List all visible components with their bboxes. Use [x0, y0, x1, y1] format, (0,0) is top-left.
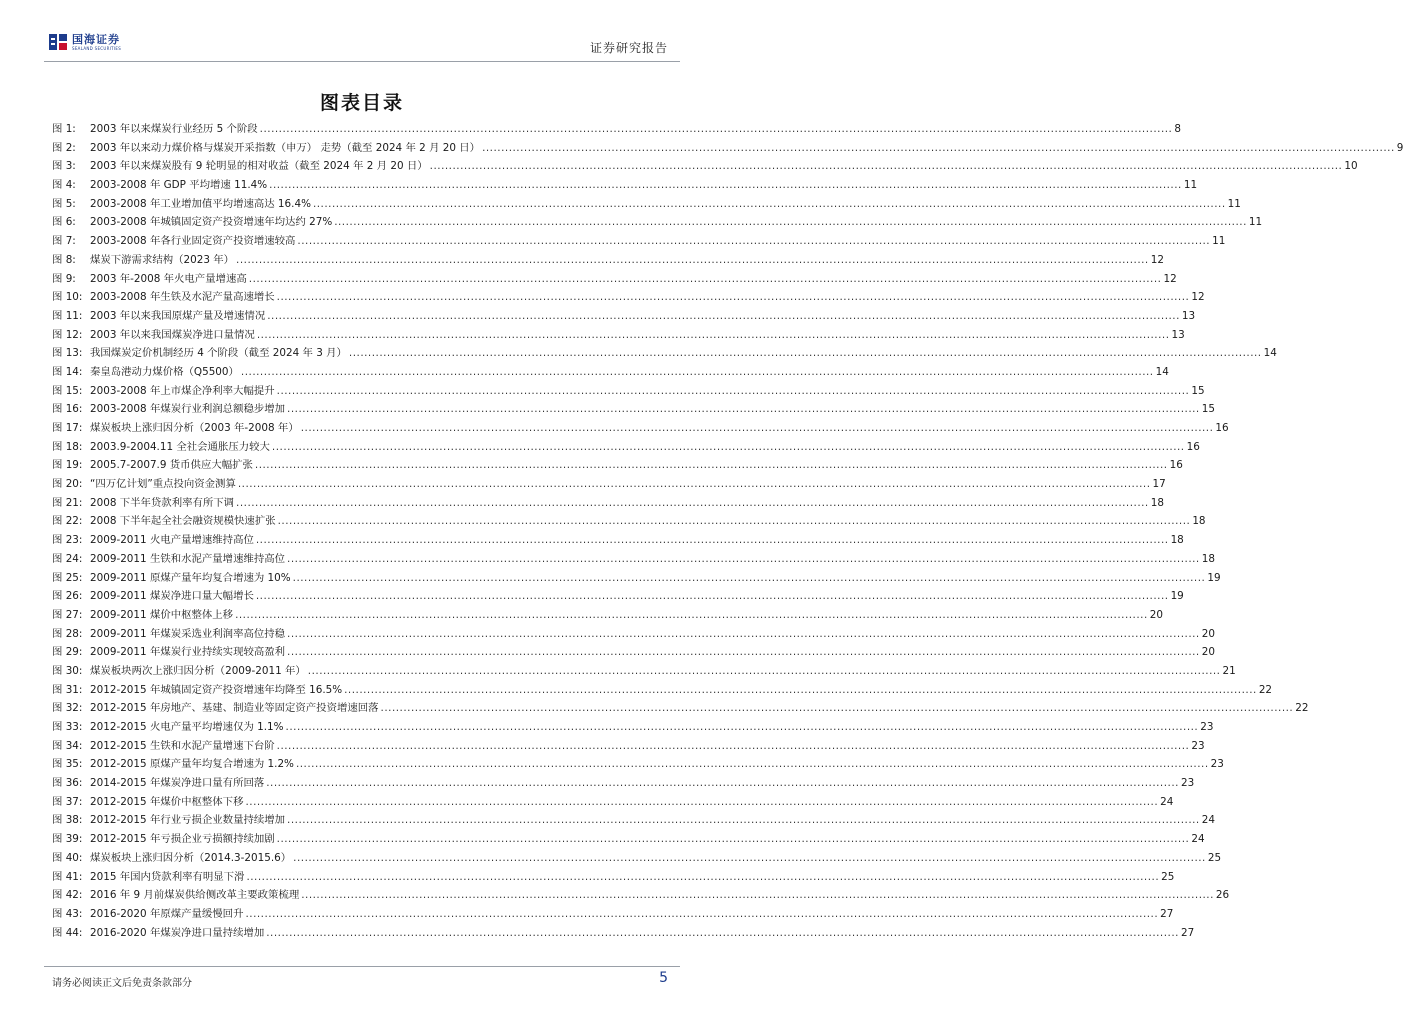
toc-entry-page: 26: [1215, 889, 1230, 902]
toc-entry-title: 2009-2011 火电产量增速维持高位: [90, 534, 254, 547]
footer-disclaimer: 请务必阅读正文后免责条款部分: [52, 978, 192, 989]
toc-dot-leader: [260, 120, 1173, 139]
toc-dot-leader: [269, 176, 1182, 195]
toc-dot-leader: [301, 886, 1214, 905]
toc-entry-title: 2009-2011 生铁和水泥产量增速维持高位: [90, 552, 286, 565]
toc-entry-title: 2003 年以来我国煤炭净进口量情况: [90, 328, 255, 341]
toc-entry-label: 图 35:: [52, 758, 83, 771]
toc-entry-page: 16: [1169, 459, 1183, 472]
toc-entry-title: “四万亿计划”重点投向资金测算: [90, 478, 236, 491]
toc-entry-title: 煤炭板块上涨归因分析（2003 年-2008 年）: [90, 422, 299, 434]
page-number: 5: [659, 970, 668, 986]
toc-entry-label: 图 34:: [52, 739, 83, 752]
toc-entry-label: 图 43:: [52, 907, 83, 920]
toc-entry-label: 图 17:: [52, 422, 83, 434]
toc-entry[interactable]: [52, 811, 1215, 830]
toc-entry-label: 图 36:: [52, 777, 83, 790]
toc-entry-label: 图 30:: [52, 664, 83, 677]
toc-entry-page: 9: [1396, 141, 1403, 154]
toc-entry-title: 2003-2008 年生铁及水泥产量高速增长: [90, 291, 275, 304]
toc-entry-page: 24: [1160, 795, 1174, 808]
toc-entry-label: 图 16:: [52, 403, 83, 416]
toc-dot-leader: [245, 905, 1158, 924]
toc-entry-label: 图 2:: [52, 141, 76, 154]
report-type: 证券研究报告: [589, 41, 668, 55]
toc-entry-title: 2003.9-2004.11 全社会通胀压力较大: [90, 440, 270, 453]
toc-entry[interactable]: [52, 531, 1184, 550]
toc-entry-label: 图 29:: [52, 646, 83, 659]
toc-entry[interactable]: [52, 625, 1215, 644]
toc-dot-leader: [255, 456, 1168, 475]
toc-entry[interactable]: [52, 569, 1221, 588]
toc-dot-leader: [272, 438, 1185, 457]
toc-entry-page: 19: [1207, 571, 1221, 584]
toc-entry-label: 图 39:: [52, 833, 83, 846]
toc-entry[interactable]: [52, 232, 1226, 251]
toc-entry-page: 21: [1222, 664, 1236, 677]
toc-entry[interactable]: [52, 438, 1200, 457]
toc-entry-title: 2003 年以来煤炭行业经历 5 个阶段: [90, 123, 258, 135]
toc-entry-page: 20: [1201, 646, 1215, 659]
toc-entry-page: 15: [1201, 403, 1215, 416]
toc-entry-page: 18: [1201, 552, 1215, 565]
toc-entry-label: 图 22:: [52, 515, 83, 528]
toc-entry-title: 秦皇岛港动力煤价格（Q5500）: [90, 365, 239, 378]
toc-entry-page: 24: [1201, 814, 1215, 827]
company-logo: [48, 30, 121, 54]
toc-entry-page: 18: [1170, 534, 1184, 547]
toc-entry-page: 22: [1295, 702, 1309, 715]
toc-entry-label: 图 32:: [52, 702, 83, 715]
toc-entry-label: 图 38:: [52, 814, 83, 827]
toc-entry-page: 8: [1174, 123, 1181, 135]
toc-dot-leader: [287, 811, 1200, 830]
toc-entry[interactable]: [52, 755, 1224, 774]
toc-entry-title: 2012-2015 年城镇固定资产投资增速年均降至 16.5%: [90, 683, 343, 696]
logo-name-en: SEALAND SECURITIES: [72, 45, 122, 51]
toc-entry-page: 15: [1191, 384, 1205, 397]
toc-dot-leader: [236, 251, 1149, 270]
toc-entry-title: 2003 年-2008 年火电产量增速高: [90, 272, 247, 285]
toc-entry[interactable]: [52, 550, 1215, 569]
toc-entry-page: 12: [1191, 291, 1205, 304]
toc-entry[interactable]: [52, 157, 1358, 176]
toc-entry-label: 图 26:: [52, 590, 83, 603]
toc-entry[interactable]: [52, 494, 1164, 513]
toc-entry-title: 煤炭板块两次上涨归因分析（2009-2011 年）: [90, 664, 306, 677]
toc-entry-page: 23: [1200, 721, 1214, 733]
toc-dot-leader: [344, 681, 1257, 700]
toc-entry-page: 11: [1183, 179, 1198, 192]
toc-entry-label: 图 14:: [52, 365, 83, 378]
toc-entry[interactable]: [52, 456, 1183, 475]
toc-entry[interactable]: [52, 512, 1206, 531]
toc-entry[interactable]: [52, 382, 1205, 401]
toc-entry-label: 图 1:: [52, 123, 76, 135]
toc-entry-page: 18: [1150, 496, 1164, 509]
toc-entry-label: 图 21:: [52, 496, 83, 509]
toc-dot-leader: [249, 270, 1162, 289]
page-title: 图表目录: [319, 92, 404, 114]
toc-entry-page: 12: [1150, 253, 1164, 266]
toc-entry-label: 图 44:: [52, 926, 83, 939]
toc-entry-label: 图 40:: [52, 851, 83, 864]
toc-entry-label: 图 33:: [52, 721, 83, 733]
toc-entry[interactable]: [52, 344, 1277, 363]
toc-dot-leader: [277, 830, 1190, 849]
toc-entry[interactable]: [52, 213, 1263, 232]
toc-dot-leader: [246, 868, 1159, 887]
toc-entry-label: 图 18:: [52, 440, 83, 453]
toc-entry-title: 2016-2020 年原煤产量缓慢回升: [90, 907, 244, 920]
toc-entry-page: 22: [1258, 683, 1273, 696]
toc-entry[interactable]: [52, 699, 1309, 718]
toc-entry-page: 19: [1170, 590, 1184, 603]
toc-entry-label: 图 19:: [52, 459, 83, 472]
toc-dot-leader: [381, 699, 1294, 718]
toc-entry-page: 27: [1160, 907, 1174, 920]
toc-entry-page: 18: [1192, 515, 1206, 528]
toc-entry-title: 煤炭下游需求结构（2023 年）: [90, 253, 235, 266]
toc-dot-leader: [287, 643, 1200, 662]
toc-entry-title: 2003-2008 年工业增加值平均增速高达 16.4%: [90, 197, 311, 210]
toc-dot-leader: [308, 662, 1221, 681]
toc-dot-leader: [266, 924, 1179, 943]
toc-entry-title: 2016 年 9 月前煤炭供给侧改革主要政策梳理: [90, 889, 300, 902]
toc-dot-leader: [286, 718, 1199, 737]
toc-entry-page: 23: [1210, 758, 1224, 771]
toc-dot-leader: [293, 849, 1206, 868]
toc-entry-title: 2012-2015 年房地产、基建、制造业等固定资产投资增速回落: [90, 702, 379, 715]
toc-entry[interactable]: [52, 793, 1174, 812]
toc-dot-leader: [256, 531, 1169, 550]
toc-entry-title: 2012-2015 年煤价中枢整体下移: [90, 795, 244, 808]
toc-entry-title: 2008 下半年起全社会融资规模快速扩张: [90, 515, 276, 528]
toc-entry-label: 图 24:: [52, 552, 83, 565]
toc-entry-label: 图 8:: [52, 253, 76, 266]
toc-entry[interactable]: [52, 307, 1196, 326]
toc-entry-title: 煤炭板块上涨归因分析（2014.3-2015.6）: [90, 851, 292, 864]
toc-entry[interactable]: [52, 176, 1198, 195]
toc-dot-leader: [267, 307, 1180, 326]
toc-entry[interactable]: [52, 419, 1229, 438]
toc-dot-leader: [256, 587, 1169, 606]
toc-entry-title: 2012-2015 生铁和水泥产量增速下台阶: [90, 739, 275, 752]
toc-entry-label: 图 25:: [52, 571, 83, 584]
toc-entry-title: 2008 下半年贷款利率有所下调: [90, 496, 235, 509]
toc-entry[interactable]: [52, 251, 1164, 270]
toc-entry-title: 2009-2011 原煤产量年均复合增速为 10%: [90, 571, 291, 584]
toc-entry-title: 2012-2015 原煤产量年均复合增速为 1.2%: [90, 758, 294, 771]
toc-entry[interactable]: [52, 606, 1164, 625]
toc-entry-label: 图 11:: [52, 309, 83, 322]
toc-entry-label: 图 27:: [52, 608, 83, 621]
toc-entry-page: 25: [1161, 870, 1175, 883]
toc-entry-label: 图 6:: [52, 216, 76, 229]
toc-entry[interactable]: [52, 774, 1195, 793]
toc-dot-leader: [293, 569, 1206, 588]
toc-entry-page: 16: [1215, 422, 1229, 434]
toc-entry[interactable]: [52, 868, 1175, 887]
toc-dot-leader: [278, 512, 1191, 531]
logo-name-cn: 国海证券: [72, 32, 120, 46]
toc-entry-label: 图 31:: [52, 683, 83, 696]
toc-entry-page: 14: [1155, 365, 1169, 378]
toc-entry-page: 13: [1181, 309, 1196, 322]
toc-entry-title: 2003-2008 年上市煤企净利率大幅提升: [90, 384, 275, 397]
toc-entry-page: 13: [1171, 328, 1185, 341]
toc-entry[interactable]: [52, 270, 1177, 289]
toc-entry[interactable]: [52, 475, 1166, 494]
toc-dot-leader: [313, 195, 1226, 214]
toc-dot-leader: [245, 793, 1158, 812]
toc-entry[interactable]: [52, 288, 1205, 307]
toc-entry[interactable]: [52, 587, 1184, 606]
toc-dot-leader: [277, 382, 1190, 401]
toc-entry-title: 2015 年国内贷款利率有明显下滑: [90, 870, 245, 883]
toc-entry-label: 图 37:: [52, 795, 83, 808]
toc-entry-label: 图 5:: [52, 197, 76, 210]
toc-entry-page: 23: [1180, 777, 1195, 790]
toc-entry-page: 17: [1152, 478, 1166, 491]
toc-entry-page: 27: [1180, 926, 1195, 939]
toc-dot-leader: [266, 774, 1179, 793]
logo-mark-icon: [48, 32, 68, 52]
toc-entry-title: 2003 年以来煤炭股有 9 轮明显的相对收益（截至 2024 年 2 月 20 日）: [90, 160, 428, 173]
toc-entry-title: 2016-2020 年煤炭净进口量持续增加: [90, 926, 265, 939]
toc-dot-leader: [277, 737, 1190, 756]
toc-entry-title: 2009-2011 年煤炭行业持续实现较高盈利: [90, 646, 286, 659]
toc-entry[interactable]: [52, 830, 1205, 849]
toc-dot-leader: [236, 494, 1149, 513]
toc-entry[interactable]: [52, 681, 1273, 700]
toc-entry-title: 2014-2015 年煤炭净进口量有所回落: [90, 777, 265, 790]
toc-entry-label: 图 42:: [52, 889, 83, 902]
toc-entry-label: 图 4:: [52, 179, 76, 192]
toc-entry-label: 图 15:: [52, 384, 83, 397]
toc-entry-title: 2012-2015 年亏损企业亏损额持续加剧: [90, 833, 275, 846]
toc-entry-page: 23: [1191, 739, 1205, 752]
toc-dot-leader: [287, 625, 1200, 644]
footer-divider: [44, 966, 680, 967]
toc-entry-title: 2003-2008 年煤炭行业利润总额稳步增加: [90, 403, 286, 416]
toc-entry-label: 图 7:: [52, 235, 76, 248]
toc-entry[interactable]: [52, 326, 1185, 345]
toc-entry-page: 16: [1186, 440, 1200, 453]
toc-entry[interactable]: [52, 886, 1230, 905]
toc-entry-title: 2012-2015 年行业亏损企业数量持续增加: [90, 814, 286, 827]
toc-dot-leader: [238, 475, 1151, 494]
toc-dot-leader: [296, 755, 1209, 774]
toc-entry[interactable]: [52, 643, 1215, 662]
toc-entry-label: 图 28:: [52, 627, 83, 640]
toc-entry-title: 2009-2011 煤价中枢整体上移: [90, 608, 234, 621]
toc-entry-page: 20: [1201, 627, 1215, 640]
toc-entry[interactable]: [52, 195, 1241, 214]
toc-entry[interactable]: [52, 400, 1215, 419]
toc-entry-page: 11: [1248, 216, 1263, 229]
toc-dot-leader: [482, 139, 1395, 158]
toc-entry-page: 24: [1191, 833, 1205, 846]
toc-dot-leader: [334, 213, 1247, 232]
toc-entry[interactable]: [52, 139, 1403, 158]
toc-dot-leader: [277, 288, 1190, 307]
toc-entry[interactable]: [52, 363, 1169, 382]
toc-entry[interactable]: [52, 905, 1174, 924]
toc-entry-title: 2003-2008 年各行业固定资产投资增速较高: [90, 235, 296, 248]
toc-dot-leader: [349, 344, 1262, 363]
header-divider: [44, 61, 680, 62]
table-of-figures: [52, 120, 1403, 942]
toc-entry-title: 2009-2011 年煤炭采选业利润率高位持稳: [90, 627, 286, 640]
toc-entry-label: 图 23:: [52, 534, 83, 547]
toc-entry-title: 2005.7-2007.9 货币供应大幅扩张: [90, 459, 253, 472]
toc-dot-leader: [241, 363, 1154, 382]
toc-dot-leader: [287, 550, 1200, 569]
toc-dot-leader: [297, 232, 1210, 251]
toc-entry[interactable]: [52, 120, 1181, 139]
page-header: [44, 26, 680, 58]
toc-entry-label: 图 3:: [52, 160, 76, 173]
toc-entry-title: 2009-2011 煤炭净进口量大幅增长: [90, 590, 254, 603]
toc-entry-page: 20: [1149, 608, 1164, 621]
toc-dot-leader: [235, 606, 1148, 625]
toc-entry-page: 25: [1207, 851, 1222, 864]
toc-dot-leader: [257, 326, 1170, 345]
toc-entry-label: 图 20:: [52, 478, 83, 491]
toc-entry-label: 图 13:: [52, 347, 83, 360]
toc-dot-leader: [301, 419, 1214, 438]
toc-entry-label: 图 10:: [52, 291, 83, 304]
toc-entry-page: 11: [1212, 235, 1226, 248]
toc-entry[interactable]: [52, 737, 1205, 756]
toc-entry-title: 2003 年以来动力煤价格与煤炭开采指数（申万） 走势（截至 2024 年 2 月 20 日）: [90, 141, 481, 154]
toc-entry-title: 2003-2008 年城镇固定资产投资增速年均达约 27%: [90, 216, 333, 229]
toc-entry-label: 图 9:: [52, 272, 76, 285]
toc-entry[interactable]: [52, 849, 1222, 868]
toc-entry[interactable]: [52, 924, 1195, 943]
toc-entry-title: 我国煤炭定价机制经历 4 个阶段（截至 2024 年 3 月）: [90, 347, 347, 360]
toc-entry[interactable]: [52, 718, 1214, 737]
toc-entry-page: 12: [1163, 272, 1177, 285]
toc-dot-leader: [287, 400, 1200, 419]
toc-entry-page: 11: [1227, 197, 1241, 210]
toc-entry-page: 10: [1344, 160, 1358, 173]
toc-entry-title: 2003-2008 年 GDP 平均增速 11.4%: [90, 179, 268, 192]
toc-entry-label: 图 41:: [52, 870, 83, 883]
toc-entry-label: 图 12:: [52, 328, 83, 341]
toc-dot-leader: [430, 157, 1343, 176]
toc-entry-title: 2012-2015 火电产量平均增速仅为 1.1%: [90, 721, 284, 733]
toc-entry[interactable]: [52, 662, 1236, 681]
toc-entry-page: 14: [1263, 347, 1277, 360]
toc-entry-title: 2003 年以来我国原煤产量及增速情况: [90, 309, 266, 322]
